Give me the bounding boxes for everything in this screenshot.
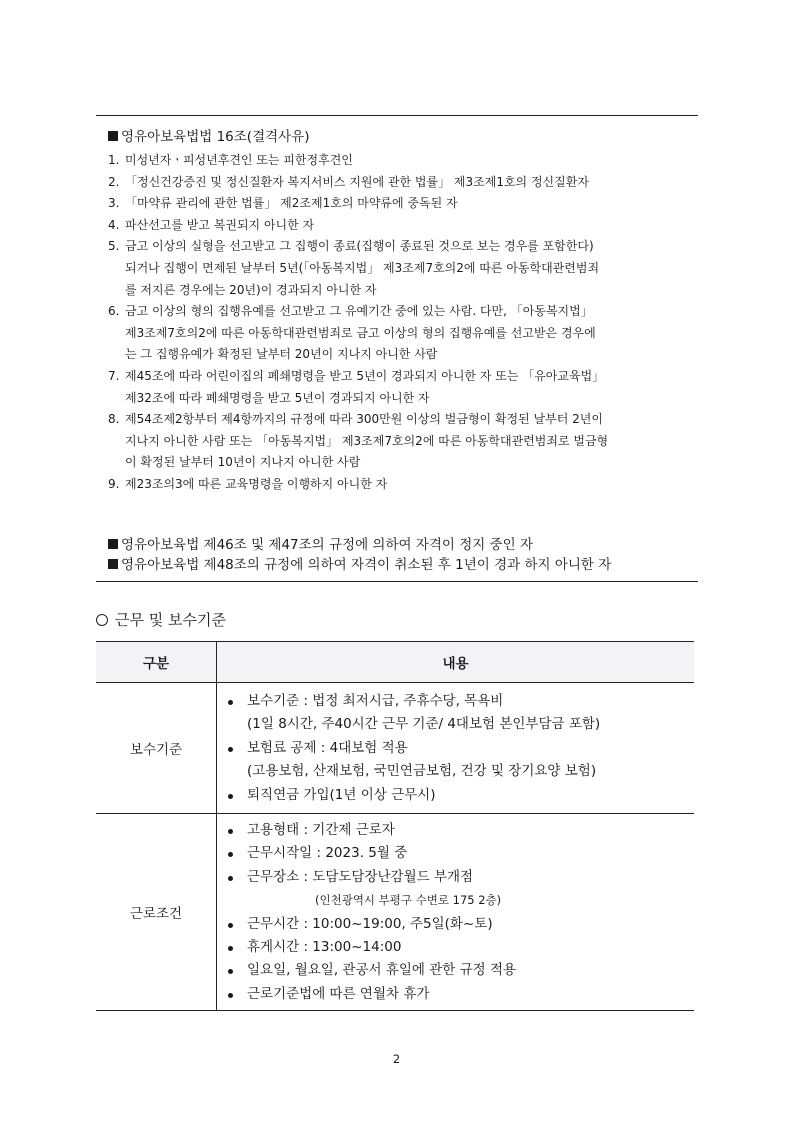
- list-item: 7. 제45조에 따라 어린이집의 폐쇄명령을 받고 5년이 경과되지 아니한 자 또는 「유아교육법」 제32조에 따라 폐쇄명령을 받고 5년이 경과되지 아니한 자: [108, 368, 605, 405]
- section-title: 근무 및 보수기준: [96, 609, 226, 630]
- list-item: (고용보험, 산재보험, 국민연금보험, 건강 및 장기요양 보험): [247, 763, 597, 780]
- list-item: 고용형태 : 기간제 근로자: [227, 819, 694, 842]
- list-item: 근무시간 : 10:00~19:00, 주5일(화~토): [227, 913, 694, 936]
- list-item: 일요일, 월요일, 관공서 휴일에 관한 규정 적용: [227, 959, 694, 982]
- header-category: 구분: [96, 642, 217, 683]
- row-label-pay: 보수기준: [96, 683, 217, 814]
- revocation-clause: 영유아보육법 제48조의 규정에 의하여 자격이 취소된 후 1년이 경과 하지 아니한 자: [108, 553, 611, 573]
- table-row: [96, 683, 694, 814]
- square-bullet-icon: [108, 559, 118, 569]
- list-item: 보수기준 : 법정 최저시급, 주휴수당, 목욕비: [227, 690, 694, 713]
- circle-bullet-icon: [96, 614, 108, 626]
- row-content-conditions: [217, 814, 695, 1011]
- list-item: 근무장소 : 도담도담장난감월드 부개점: [227, 866, 694, 889]
- list-item: 6. 금고 이상의 형의 집행유예를 선고받고 그 유예기간 중에 있는 사람. 다만, 「아동복지법」 제3조제7호의2에 따른 아동학대관련범죄로 금고 이상의 형의 집행유예를 선고받은 경우에 는 그 집행유예가 확정된 날부터 20년이 지나지 아니한 사람: [108, 304, 596, 362]
- list-item: (1일 8시간, 주40시간 근무 기준/ 4대보험 본인부담금 포함): [247, 716, 601, 733]
- list-item: 2. 「정신건강증진 및 정신질환자 복지서비스 지원에 관한 법률」 제3조제1호의 정신질환자: [108, 174, 589, 189]
- list-item: 5. 금고 이상의 실형을 선고받고 그 집행이 종료(집행이 종료된 것으로 보는 경우를 포함한다) 되거나 집행이 면제된 날부터 5년(「아동복지법」 제3조제7호의2에 따른 아동학대관련범죄 를 저지른 경우에는 20년)이 경과되지 아니한 자: [108, 239, 600, 297]
- table-header-row: [96, 642, 694, 683]
- page-number: 2: [392, 1052, 401, 1066]
- disqualification-heading: 영유아보육법법 16조(결격사유): [108, 125, 310, 145]
- list-item: 8. 제54조제2항부터 제4항까지의 규정에 따라 300만원 이상의 벌금형이 확정된 날부터 2년이 지나지 아니한 사람 또는 「아동복지법」 제3조제7호의2에 따른 아동학대관련범죄로 벌금형 이 확정된 날부터 10년이 지나지 아니한 사람: [108, 412, 609, 470]
- list-item: 3. 「마약류 관리에 관한 법률」 제2조제1호의 마약류에 중독된 자: [108, 196, 458, 211]
- disqualification-box: [96, 115, 698, 582]
- square-bullet-icon: [108, 539, 118, 549]
- list-item: 1. 미성년자ㆍ피성년후견인 또는 피한정후견인: [108, 153, 353, 167]
- list-item: 퇴직연금 가입(1년 이상 근무시): [227, 784, 694, 807]
- disqualification-list: [108, 150, 688, 496]
- table-row: [96, 814, 694, 1011]
- list-item: 4. 파산선고를 받고 복권되지 아니한 자: [108, 217, 315, 232]
- list-item: 근로기준법에 따른 연월차 휴가: [227, 983, 694, 1006]
- row-content-pay: [217, 683, 695, 814]
- list-item: 9. 제23조의3에 따른 교육명령을 이행하지 아니한 자: [108, 476, 388, 491]
- work-conditions-table: [96, 641, 694, 1011]
- list-item: 보험료 공제 : 4대보험 적용: [227, 737, 694, 760]
- list-item: 휴게시간 : 13:00~14:00: [227, 936, 694, 959]
- suspension-clause: 영유아보육법 제46조 및 제47조의 규정에 의하여 자격이 정지 중인 자: [108, 533, 533, 553]
- list-item: (인천광역시 부평구 수변로 175 2층): [315, 893, 502, 908]
- header-content: 내용: [217, 642, 695, 683]
- square-bullet-icon: [108, 131, 118, 141]
- row-label-conditions: 근로조건: [96, 814, 217, 1011]
- list-item: 근무시작일 : 2023. 5월 중: [227, 842, 694, 865]
